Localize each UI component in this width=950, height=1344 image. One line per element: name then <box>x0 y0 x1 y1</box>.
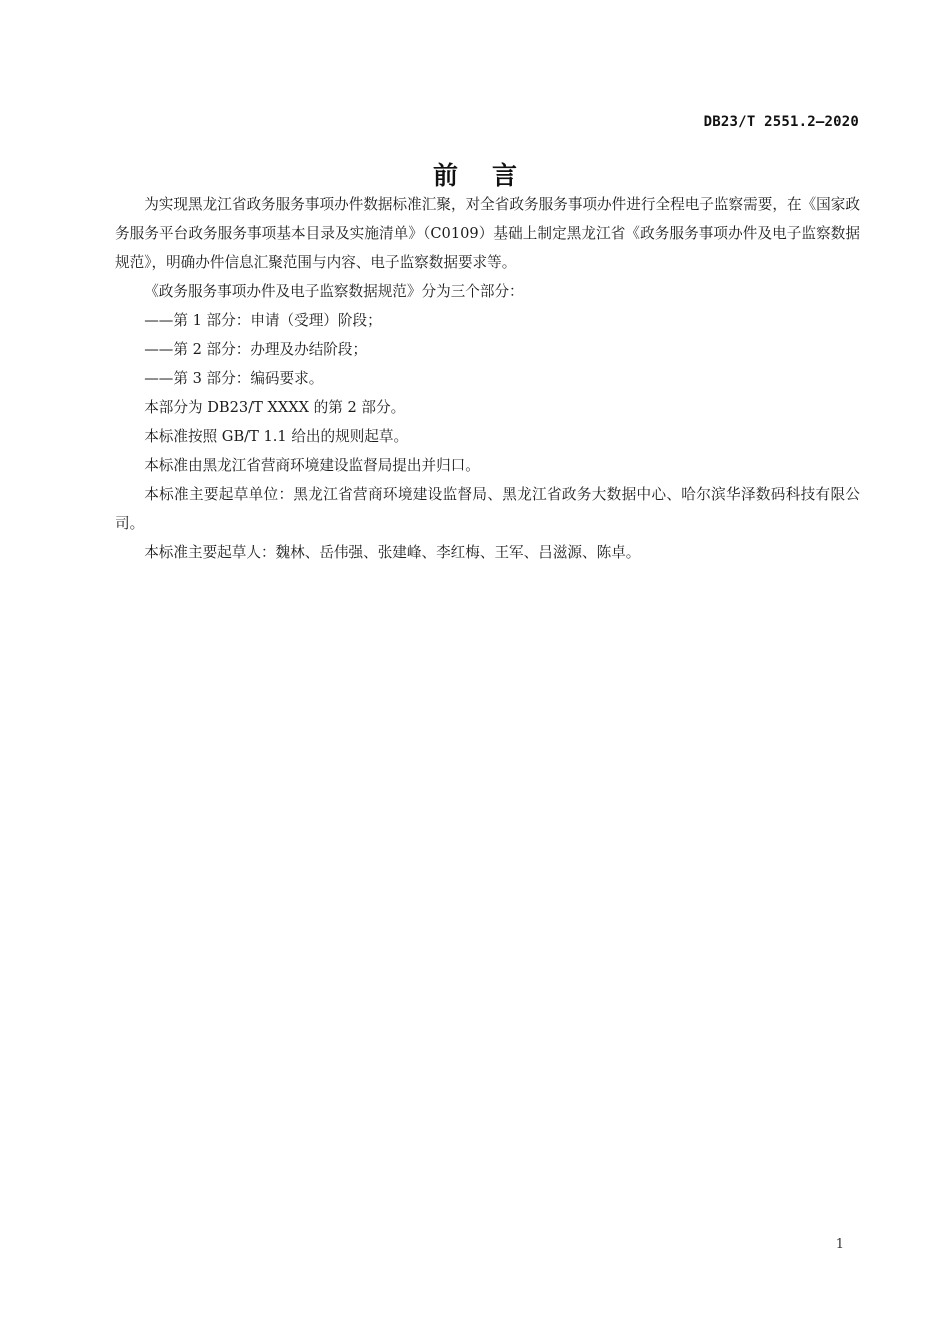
paragraph-parts-intro: 《政务服务事项办件及电子监察数据规范》分为三个部分： <box>144 283 524 300</box>
paragraph-proposer: 本标准由黑龙江省营商环境建设监督局提出并归口。 <box>144 457 480 474</box>
foreword-body <box>115 190 860 567</box>
page-number: 1 <box>835 1237 844 1252</box>
paragraph-purpose: 为实现黑龙江省政务服务事项办件数据标准汇聚，对全省政务服务事项办件进行全程电子监察需要，在《国家政务服务平台政务服务事项基本目录及实施清单》（C0109）基础上制定黑龙江省《政务服务事项办件及电子监察数据规范》，明确办件信息汇聚范围与内容、电子监察数据要求等。 <box>115 196 860 271</box>
paragraph-drafting-units: 本标准主要起草单位：黑龙江省营商环境建设监督局、黑龙江省政务大数据中心、哈尔滨华泽数码科技有限公司。 <box>115 486 860 532</box>
paragraph-this-part: 本部分为 DB23/T XXXX 的第 2 部分。 <box>144 399 406 416</box>
paragraph-drafters: 本标准主要起草人：魏林、岳伟强、张建峰、李红梅、王军、吕滋源、陈卓。 <box>144 544 641 561</box>
list-item-part-3: ——第 3 部分：编码要求。 <box>144 370 324 387</box>
list-item-part-2: ——第 2 部分：办理及办结阶段； <box>144 341 368 358</box>
page-title: 前言 <box>432 161 551 190</box>
document-code: DB23/T 2551.2—2020 <box>703 114 859 130</box>
paragraph-drafting-rules: 本标准按照 GB/T 1.1 给出的规则起草。 <box>144 428 409 445</box>
list-item-part-1: ——第 1 部分：申请（受理）阶段； <box>144 312 382 329</box>
